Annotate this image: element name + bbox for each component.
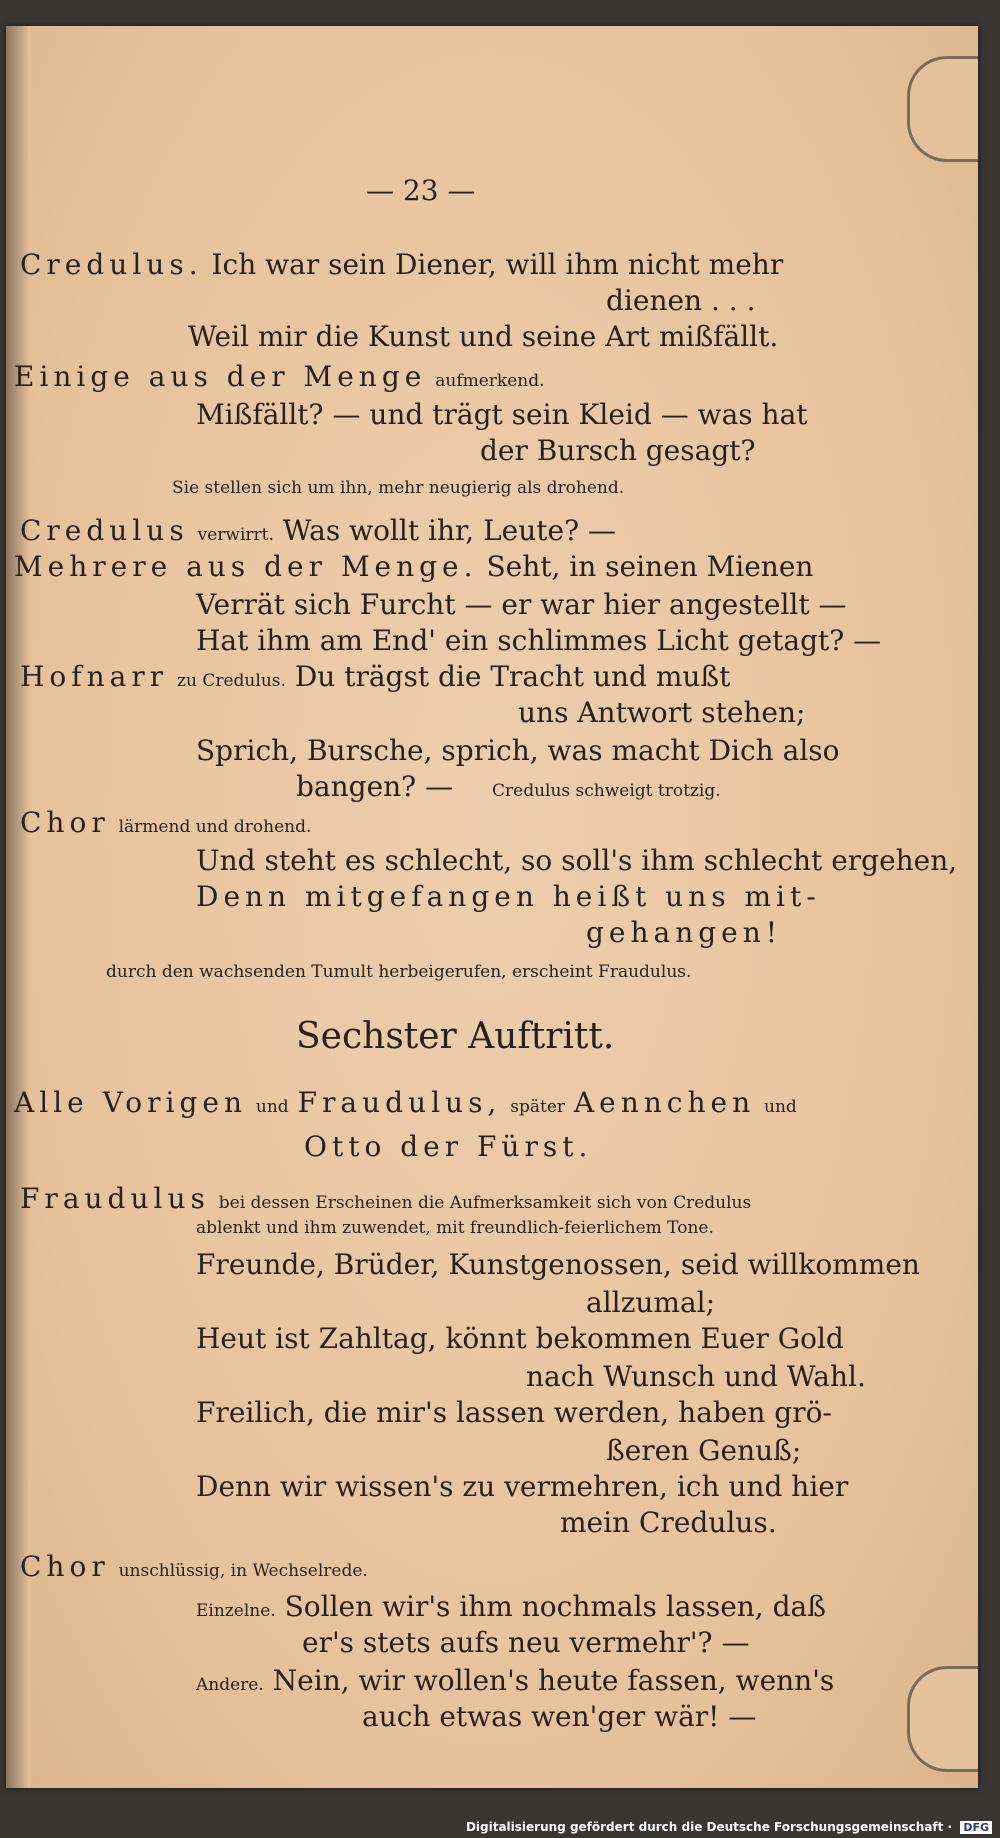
verse-text: Was wollt ihr, Leute? —: [282, 514, 617, 547]
verse-line: Hat ihm am End' ein schlimmes Licht getagt? —: [196, 624, 882, 657]
cast-line: [14, 1086, 797, 1119]
verse-line: gehangen!: [586, 916, 783, 949]
verse-line: Freilich, die mir's lassen werden, haben grö-: [196, 1396, 832, 1429]
stage-direction: zu Credulus.: [177, 671, 286, 691]
speech-line: [196, 1664, 834, 1697]
footer-text: Digitalisierung gefördert durch die Deutsche Forschungsgemeinschaft ·: [465, 1820, 953, 1834]
verse-line: Weil mir die Kunst und seine Art mißfällt.: [188, 320, 779, 353]
verse-line: der Bursch gesagt?: [480, 434, 756, 467]
speech-line: [20, 248, 783, 281]
verse-line: nach Wunsch und Wahl.: [526, 1360, 866, 1393]
verse-line: Freunde, Brüder, Kunstgenossen, seid willkommen: [196, 1248, 920, 1281]
speaker-name: Aennchen: [573, 1086, 756, 1119]
verse-line: dienen . . .: [606, 284, 756, 317]
stage-direction: aufmerkend.: [435, 371, 545, 391]
verse-line: ßeren Genuß;: [606, 1434, 802, 1467]
speaker-name: Chor: [20, 1550, 110, 1583]
speaker-name: Credulus.: [20, 248, 203, 281]
verse-line: Denn mitgefangen heißt uns mit-: [196, 880, 821, 913]
speech-line: [20, 1550, 368, 1583]
speech-line: [20, 1182, 751, 1215]
dfg-logo: DFG: [960, 1821, 992, 1834]
stage-direction: durch den wachsenden Tumult herbeigerufen, erscheint Fraudulus.: [106, 962, 692, 982]
verse-text: Alle Vorigen: [14, 1086, 247, 1119]
stage-direction: und: [255, 1097, 289, 1117]
page-text: [6, 26, 978, 1788]
speaker-name: Hofnarr: [20, 660, 169, 693]
cast-line: Otto der Fürst.: [304, 1130, 593, 1163]
speaker-name: Chor: [20, 806, 110, 839]
verse-line: Mißfällt? — und trägt sein Kleid — was hat: [196, 398, 808, 431]
scene-heading: Sechster Auftritt.: [296, 1016, 615, 1057]
verse-line: [296, 770, 721, 803]
verse-text: Ich war sein Diener, will ihm nicht mehr: [211, 248, 784, 281]
speaker-name: Fraudulus,: [297, 1086, 502, 1119]
speech-line: [14, 360, 545, 393]
verse-text: Du trägst die Tracht und mußt: [294, 660, 731, 693]
stage-direction: unschlüssig, in Wechselrede.: [118, 1561, 368, 1581]
speech-line: [196, 1590, 826, 1623]
page-number: — 23 —: [366, 174, 476, 207]
stage-direction: Sie stellen sich um ihn, mehr neugierig als drohend.: [172, 478, 625, 498]
verse-text: Sollen wir's ihm nochmals lassen, daß: [284, 1590, 826, 1623]
verse-text: Nein, wir wollen's heute fassen, wenn's: [272, 1664, 835, 1697]
stage-direction: Einzelne.: [196, 1601, 276, 1621]
stage-direction: verwirrt.: [197, 525, 274, 545]
speaker-name: Credulus: [20, 514, 189, 547]
speech-line: [20, 806, 311, 839]
speaker-name: Einige aus der Menge: [14, 360, 427, 393]
speaker-name: Fraudulus: [20, 1182, 210, 1215]
stage-direction: ablenkt und ihm zuwendet, mit freundlich-feierlichem Tone.: [196, 1218, 714, 1238]
verse-text: bangen? —: [296, 770, 454, 803]
verse-line: Und steht es schlecht, so soll's ihm schlecht ergehen,: [196, 844, 958, 877]
speech-line: [20, 660, 730, 693]
speech-line: [14, 550, 813, 583]
verse-line: Verrät sich Furcht — er war hier angestellt —: [196, 588, 847, 621]
stage-direction: lärmend und drohend.: [118, 817, 312, 837]
stage-direction: bei dessen Erscheinen die Aufmerksamkeit sich von Credulus: [218, 1193, 752, 1213]
verse-line: er's stets aufs neu vermehr'? —: [302, 1626, 750, 1659]
verse-line: Sprich, Bursche, sprich, was macht Dich also: [196, 734, 840, 767]
verse-text: Seht, in seinen Mienen: [486, 550, 814, 583]
stage-direction: später: [510, 1097, 566, 1117]
verse-line: Heut ist Zahltag, könnt bekommen Euer Gold: [196, 1322, 844, 1355]
verse-line: mein Credulus.: [560, 1506, 777, 1539]
verse-line: Denn wir wissen's zu vermehren, ich und hier: [196, 1470, 849, 1503]
verse-line: uns Antwort stehen;: [518, 696, 806, 729]
scanned-page: [6, 26, 978, 1788]
verse-line: auch etwas wen'ger wär! —: [362, 1700, 757, 1733]
speaker-name: Mehrere aus der Menge.: [14, 550, 478, 583]
footer-credit: [466, 1820, 992, 1834]
stage-direction: Andere.: [196, 1675, 264, 1695]
stage-direction: und: [764, 1097, 797, 1117]
speech-line: [20, 514, 616, 547]
verse-line: allzumal;: [586, 1286, 716, 1319]
stage-direction: Credulus schweigt trotzig.: [492, 781, 721, 801]
